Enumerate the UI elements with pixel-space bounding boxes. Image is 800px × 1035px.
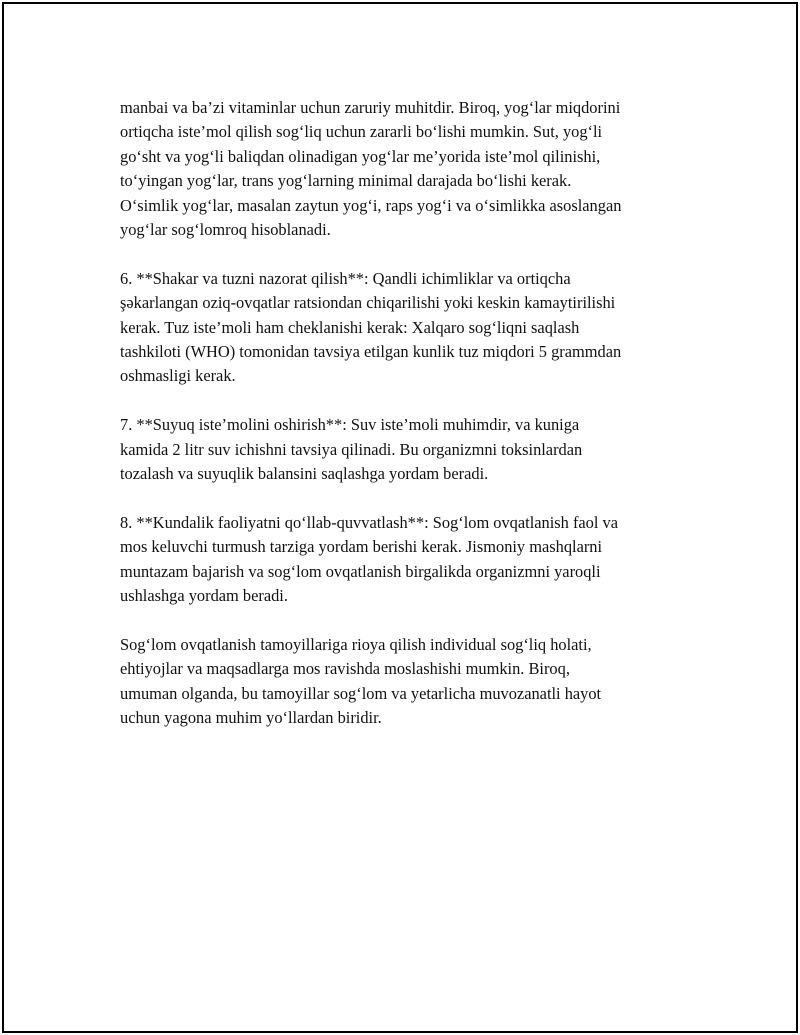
- paragraph-fats-continuation: manbai va ba’zi vitaminlar uchun zaruriy muhitdir. Biroq, yog‘lar miqdorini ortiqcha iste’mol qilish sog‘liq uchun zararli bo‘lishi mumkin. Sut, yog‘li go‘sht va yog‘li baliqdan olinadigan yog‘lar me’yorida iste’mol qilinishi, to‘yingan yog‘lar, trans yog‘larning minimal darajada bo‘lishi kerak. O‘simlik yog‘lar, masalan zaytun yog‘i, raps yog‘i va o‘simlikka asoslangan yog‘lar sog‘lomroq hisoblanadi.: [120, 98, 622, 240]
- paragraph-sugar-salt: 6. **Shakar va tuzni nazorat qilish**: Qandli ichimliklar va ortiqcha şəkarlangan oziq-ovqatlar ratsiondan chiqarilishi yoki keskin kamaytirilishi kerak. Tuz iste’moli ham cheklanishi kerak: Xalqaro sog‘liqni saqlash tashkiloti (WHO) tomonidan tavsiya etilgan kunlik tuz miqdori 5 grammdan oshmasligi kerak.: [120, 268, 622, 386]
- paragraph-daily-activity: 8. **Kundalik faoliyatni qo‘llab-quvvatlash**: Sog‘lom ovqatlanish faol va mos keluvchi turmush tarziga yordam berishi kerak. Jismoniy mashqlarni muntazam bajarish va sog‘lom ovqatlanish birgalikda organizmni yaroqli ushlashga yordam beradi.: [120, 512, 619, 606]
- document-body: [120, 96, 700, 755]
- document-page: [2, 2, 798, 1033]
- paragraph-fluid-intake: 7. **Suyuq iste’molini oshirish**: Suv iste’moli muhimdir, va kuniga kamida 2 litr suv ichishni tavsiya qilinadi. Bu organizmni toksinlardan tozalash va suyuqlik balansini saqlashga yordam beradi.: [120, 415, 583, 484]
- paragraph-conclusion: Sog‘lom ovqatlanish tamoyillariga rioya qilish individual sog‘liq holati, ehtiyojlar va maqsadlarga mos ravishda moslashishi mumkin. Biroq, umuman olganda, bu tamoyillar sog‘lom va yetarlicha muvozanatli hayot uchun yagona muhim yo‘llardan biridir.: [120, 634, 602, 728]
